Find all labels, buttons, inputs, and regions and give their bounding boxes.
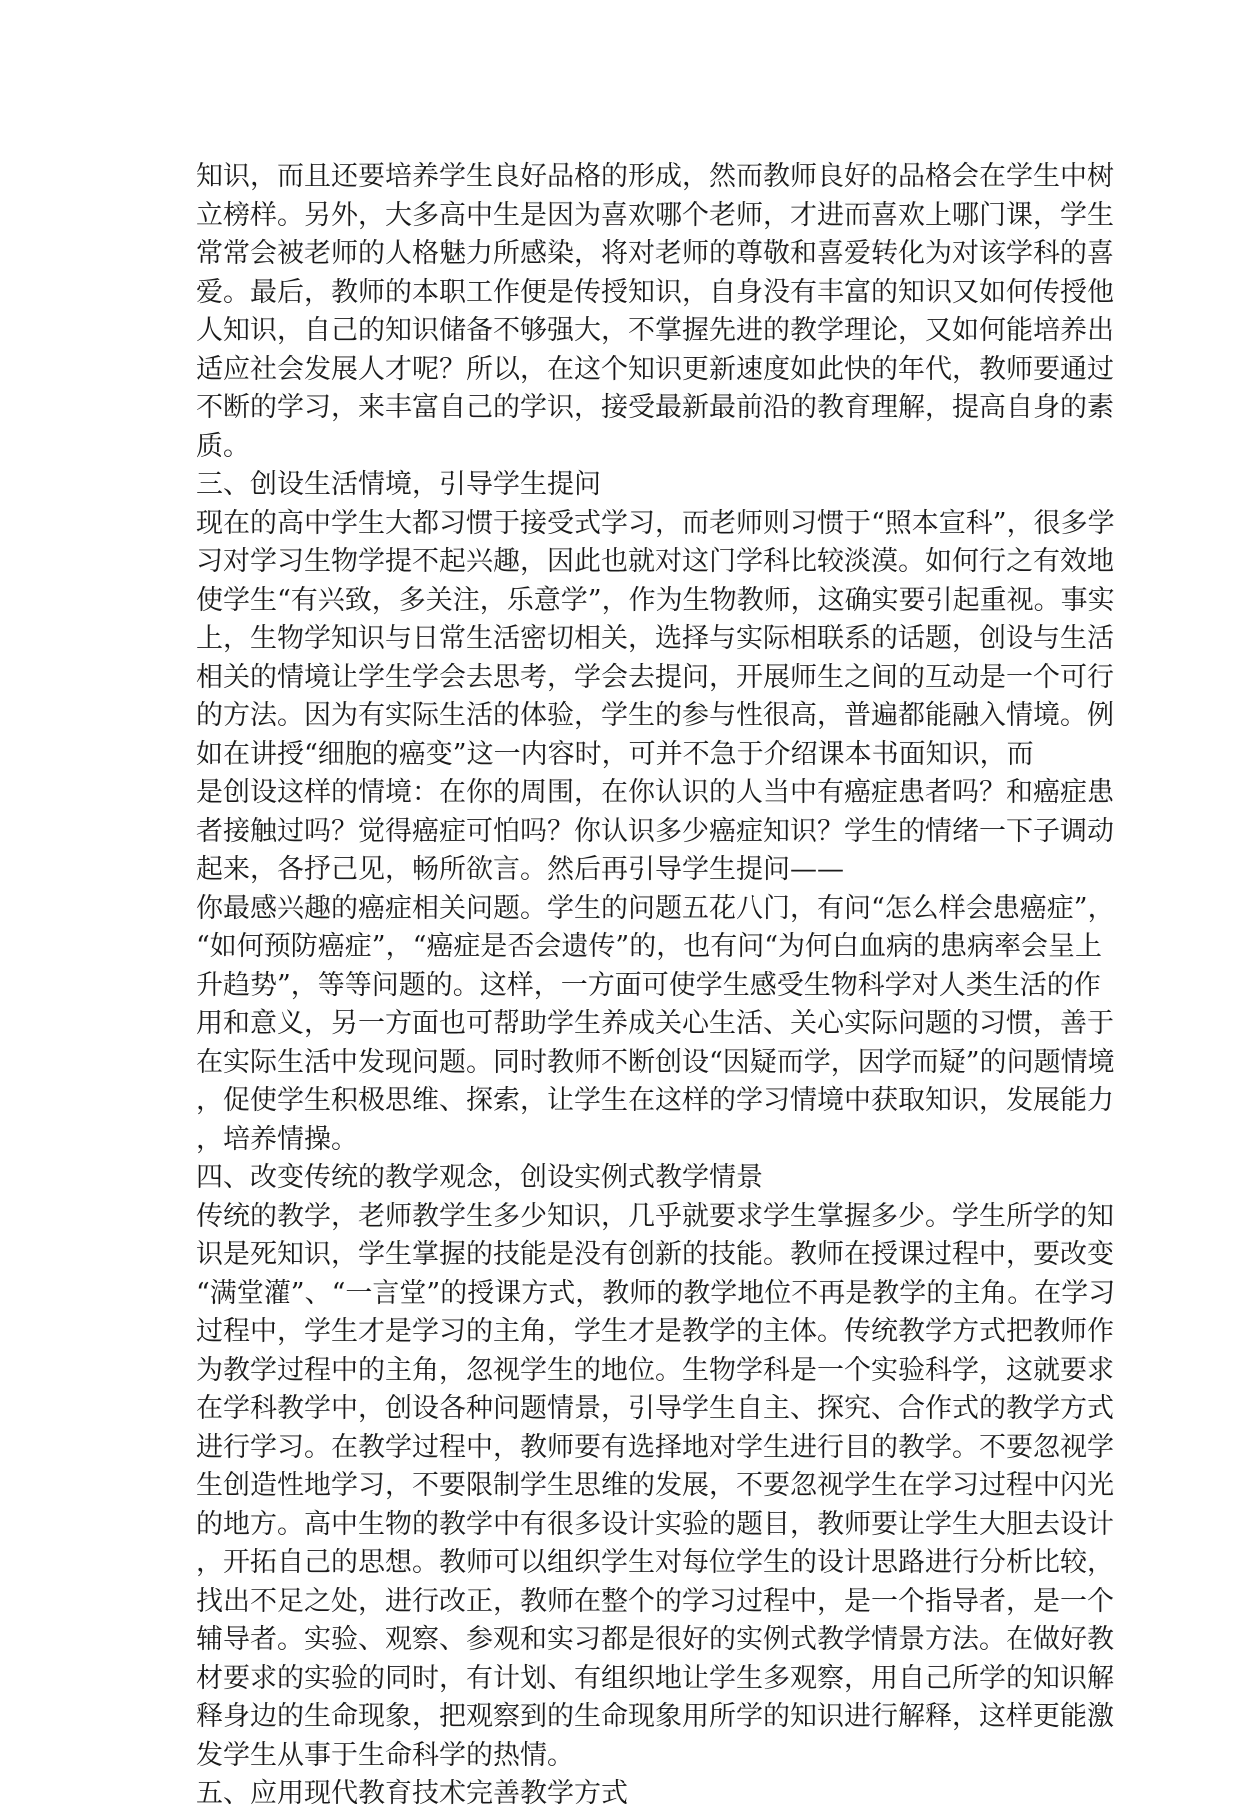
text-line: 常常会被老师的人格魅力所感染，将对老师的尊敬和喜爱转化为对该学科的喜 bbox=[196, 238, 1114, 269]
text-line: 释身边的生命现象，把观察到的生命现象用所学的知识进行解释，这样更能激 bbox=[196, 1701, 1114, 1732]
text-line: 起来，各抒己见，畅所欲言。然后再引导学生提问—— bbox=[196, 854, 844, 885]
text-line: 的地方。高中生物的教学中有很多设计实验的题目，教师要让学生大胆去设计 bbox=[196, 1508, 1114, 1540]
text-line: 上，生物学知识与日常生活密切相关，选择与实际相联系的话题，创设与生活 bbox=[196, 623, 1114, 654]
text-line: 现在的高中学生大都习惯于接受式学习，而老师则习惯于“照本宣科”，很多学 bbox=[196, 507, 1115, 539]
text-line: 找出不足之处，进行改正，教师在整个的学习过程中，是一个指导者，是一个 bbox=[196, 1585, 1114, 1617]
text-line: 传统的教学，老师教学生多少知识，几乎就要求学生掌握多少。学生所学的知 bbox=[196, 1200, 1114, 1232]
text-line: 升趋势”，等等问题的。这样，一方面可使学生感受生物科学对人类生活的作 bbox=[196, 969, 1101, 1001]
text-line: 生创造性地学习，不要限制学生思维的发展，不要忽视学生在学习过程中闪光 bbox=[196, 1470, 1114, 1501]
text-line: 你最感兴趣的癌症相关问题。学生的问题五花八门，有问“怎么样会患癌症”， bbox=[196, 892, 1115, 924]
section-heading: 四、改变传统的教学观念，创设实例式教学情景 bbox=[196, 1162, 763, 1193]
text-line: 的方法。因为有实际生活的体验，学生的参与性很高，普遍都能融入情境。例 bbox=[196, 700, 1114, 731]
text-line: “如何预防癌症”，“癌症是否会遗传”的，也有问“为何白血病的患病率会呈上 bbox=[196, 931, 1103, 962]
text-line: 立榜样。另外，大多高中生是因为喜欢哪个老师，才进而喜欢上哪门课，学生 bbox=[196, 199, 1114, 231]
text-line: 进行学习。在教学过程中，教师要有选择地对学生进行目的教学。不要忽视学 bbox=[196, 1431, 1114, 1463]
text-line: 辅导者。实验、观察、参观和实习都是很好的实例式教学情景方法。在做好教 bbox=[196, 1624, 1114, 1655]
text-line: 者接触过吗？觉得癌症可怕吗？你认识多少癌症知识？学生的情绪一下子调动 bbox=[196, 815, 1114, 847]
text-line: 知识，而且还要培养学生良好品格的形成，然而教师良好的品格会在学生中树 bbox=[196, 161, 1114, 192]
text-line: 为教学过程中的主角，忽视学生的地位。生物学科是一个实验科学，这就要求 bbox=[196, 1354, 1114, 1386]
text-line: 质。 bbox=[196, 430, 250, 462]
text-line: 如在讲授“细胞的癌变”这一内容时，可并不急于介绍课本书面知识，而 bbox=[196, 738, 1034, 770]
text-line: 在实际生活中发现问题。同时教师不断创设“因疑而学，因学而疑”的问题情境 bbox=[196, 1046, 1115, 1078]
section-heading: 三、创设生活情境，引导学生提问 bbox=[196, 469, 601, 500]
text-line: 材要求的实验的同时，有计划、有组织地让学生多观察，用自己所学的知识解 bbox=[196, 1662, 1114, 1694]
text-line: 不断的学习，来丰富自己的学识，接受最新最前沿的教育理解，提高自身的素 bbox=[196, 392, 1114, 423]
text-line: 识是死知识，学生掌握的技能是没有创新的技能。教师在授课过程中，要改变 bbox=[196, 1239, 1114, 1270]
text-line: 过程中，学生才是学习的主角，学生才是教学的主体。传统教学方式把教师作 bbox=[196, 1316, 1114, 1347]
text-line: 使学生“有兴致，多关注，乐意学”，作为生物教师，这确实要引起重视。事实 bbox=[196, 584, 1115, 616]
text-line: 适应社会发展人才呢？所以，在这个知识更新速度如此快的年代，教师要通过 bbox=[196, 353, 1114, 385]
text-line: 用和意义，另一方面也可帮助学生养成关心生活、关心实际问题的习惯，善于 bbox=[196, 1008, 1114, 1039]
text-line: 是创设这样的情境：在你的周围，在你认识的人当中有癌症患者吗？和癌症患 bbox=[196, 777, 1114, 808]
text-line: 在学科教学中，创设各种问题情景，引导学生自主、探究、合作式的教学方式 bbox=[196, 1393, 1114, 1424]
text-line: 发学生从事于生命科学的热情。 bbox=[196, 1739, 574, 1771]
text-line: ，促使学生积极思维、探索，让学生在这样的学习情境中获取知识，发展能力 bbox=[196, 1085, 1114, 1116]
text-line: 习对学习生物学提不起兴趣，因此也就对这门学科比较淡漠。如何行之有效地 bbox=[196, 546, 1114, 577]
text-line: ，培养情操。 bbox=[196, 1123, 358, 1155]
section-heading: 五、应用现代教育技术完善教学方式 bbox=[196, 1778, 628, 1809]
body-text bbox=[196, 158, 1116, 1814]
text-line: 人知识，自己的知识储备不够强大，不掌握先进的教学理论，又如何能培养出 bbox=[196, 315, 1114, 346]
text-line: 爱。最后，教师的本职工作便是传授知识，自身没有丰富的知识又如何传授他 bbox=[196, 276, 1114, 308]
text-line: ，开拓自己的思想。教师可以组织学生对每位学生的设计思路进行分析比较， bbox=[196, 1547, 1114, 1578]
text-line: “满堂灌”、“一言堂”的授课方式，教师的教学地位不再是教学的主角。在学习 bbox=[196, 1277, 1116, 1309]
text-line: 相关的情境让学生学会去思考，学会去提问，开展师生之间的互动是一个可行 bbox=[196, 661, 1114, 693]
